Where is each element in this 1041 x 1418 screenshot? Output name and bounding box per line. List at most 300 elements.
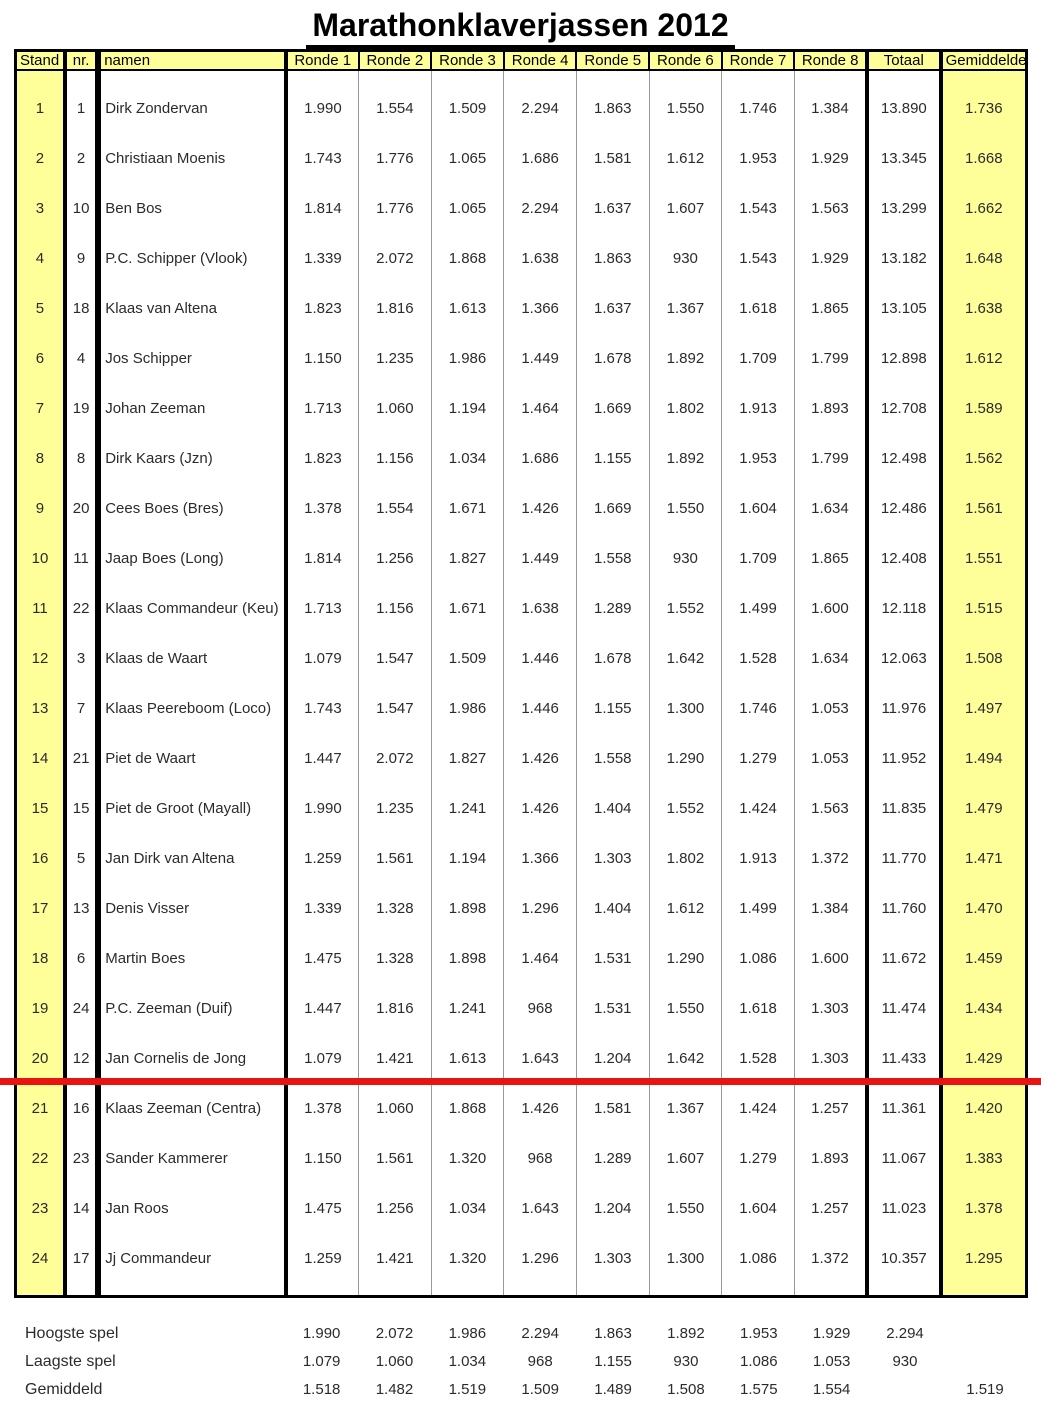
ronde-cell: 1.637 [576, 183, 649, 233]
ronde-cell: 1.953 [722, 133, 795, 183]
table-row [16, 583, 1027, 633]
ronde-cell: 1.776 [359, 183, 432, 233]
ronde-cell: 1.339 [286, 233, 359, 283]
summary-row [14, 1348, 1028, 1376]
table-row [16, 233, 1027, 283]
gemiddelde-cell: 1.662 [941, 183, 1027, 233]
ronde-cell: 1.637 [576, 283, 649, 333]
gemiddelde-cell: 1.648 [941, 233, 1027, 283]
ronde-cell: 1.581 [576, 1083, 649, 1133]
ronde-cell: 1.547 [359, 633, 432, 683]
ronde-cell: 1.279 [722, 733, 795, 783]
column-header-1: nr. [65, 51, 98, 71]
player-name-cell: Jan Dirk van Altena [98, 833, 286, 883]
summary-ronde-cell: 1.079 [302, 1353, 341, 1370]
ronde-cell: 1.678 [576, 633, 649, 683]
totaal-cell: 10.357 [867, 1233, 941, 1283]
ronde-cell: 1.604 [722, 1183, 795, 1233]
ronde-cell: 1.776 [359, 133, 432, 183]
gemiddelde-cell: 1.551 [941, 533, 1027, 583]
ronde-cell: 1.194 [431, 833, 504, 883]
ronde-cell: 1.678 [576, 333, 649, 383]
nr-cell: 12 [65, 1033, 98, 1083]
column-header-12: Gemiddelde [941, 51, 1027, 71]
ronde-cell: 1.426 [504, 1083, 577, 1133]
summary-ronde-cell: 1.482 [375, 1381, 414, 1398]
gemiddelde-cell: 1.508 [941, 633, 1027, 683]
summary-totaal-cell: 2.294 [886, 1325, 924, 1342]
column-header-2: namen [98, 51, 286, 71]
ronde-cell: 1.531 [576, 983, 649, 1033]
ronde-cell: 1.547 [359, 683, 432, 733]
summary-ronde-cell: 2.072 [375, 1325, 414, 1342]
ronde-cell: 1.290 [649, 933, 722, 983]
nr-cell: 14 [65, 1183, 98, 1233]
stand-cell: 12 [16, 633, 65, 683]
ronde-cell: 1.034 [431, 433, 504, 483]
table-row [16, 683, 1027, 733]
totaal-cell: 11.067 [867, 1133, 941, 1183]
ronde-cell: 1.053 [794, 733, 867, 783]
stand-cell: 8 [16, 433, 65, 483]
gemiddelde-cell: 1.479 [941, 783, 1027, 833]
nr-cell: 15 [65, 783, 98, 833]
ronde-cell: 1.612 [649, 133, 722, 183]
gemiddelde-cell: 1.562 [941, 433, 1027, 483]
ronde-cell: 1.303 [576, 1233, 649, 1283]
player-name-cell: Sander Kammerer [98, 1133, 286, 1183]
stand-cell: 16 [16, 833, 65, 883]
ronde-cell: 1.990 [286, 83, 359, 133]
ronde-cell: 930 [649, 533, 722, 583]
spacer-cell [504, 1283, 577, 1296]
spacer-cell [576, 70, 649, 83]
ronde-cell: 1.086 [722, 933, 795, 983]
stand-cell: 11 [16, 583, 65, 633]
totaal-cell: 12.486 [867, 483, 941, 533]
ronde-cell: 1.743 [286, 133, 359, 183]
ronde-cell: 1.563 [794, 783, 867, 833]
spacer-cell [431, 1283, 504, 1296]
table-row [16, 633, 1027, 683]
spacer-cell [16, 1283, 65, 1296]
table-row [16, 1083, 1027, 1133]
totaal-cell: 11.835 [867, 783, 941, 833]
ronde-cell: 1.065 [431, 183, 504, 233]
table-row [16, 833, 1027, 883]
spacer-cell [722, 1283, 795, 1296]
ronde-cell: 1.642 [649, 633, 722, 683]
ronde-cell: 1.600 [794, 933, 867, 983]
spacer-cell [867, 70, 941, 83]
ronde-cell: 1.241 [431, 783, 504, 833]
totaal-cell: 12.408 [867, 533, 941, 583]
ronde-cell: 1.827 [431, 733, 504, 783]
ronde-cell: 1.079 [286, 633, 359, 683]
player-name-cell: Jan Cornelis de Jong [98, 1033, 286, 1083]
ronde-cell: 1.235 [359, 783, 432, 833]
ronde-cell: 1.558 [576, 533, 649, 583]
table-body [16, 70, 1027, 1296]
ronde-cell: 1.613 [431, 283, 504, 333]
summary-label: Gemiddeld [25, 1380, 103, 1398]
ronde-cell: 1.618 [722, 283, 795, 333]
ronde-cell: 1.034 [431, 1183, 504, 1233]
stand-cell: 23 [16, 1183, 65, 1233]
ronde-cell: 1.863 [576, 233, 649, 283]
ronde-cell: 1.669 [576, 483, 649, 533]
ronde-cell: 1.447 [286, 733, 359, 783]
nr-cell: 20 [65, 483, 98, 533]
ronde-cell: 1.464 [504, 383, 577, 433]
spacer-cell [649, 1283, 722, 1296]
nr-cell: 24 [65, 983, 98, 1033]
ronde-cell: 1.256 [359, 533, 432, 583]
totaal-cell: 11.672 [867, 933, 941, 983]
table-row [16, 183, 1027, 233]
nr-cell: 23 [65, 1133, 98, 1183]
stand-cell: 9 [16, 483, 65, 533]
ronde-cell: 1.823 [286, 433, 359, 483]
ronde-cell: 1.475 [286, 1183, 359, 1233]
table-row [16, 1133, 1027, 1183]
totaal-cell: 13.345 [867, 133, 941, 183]
table-row [16, 983, 1027, 1033]
stand-cell: 17 [16, 883, 65, 933]
ronde-cell: 1.913 [722, 833, 795, 883]
ronde-cell: 1.892 [649, 433, 722, 483]
stand-cell: 6 [16, 333, 65, 383]
totaal-cell: 11.474 [867, 983, 941, 1033]
table-row [16, 433, 1027, 483]
ronde-cell: 1.898 [431, 933, 504, 983]
spacer-cell [867, 1283, 941, 1296]
ronde-cell: 1.814 [286, 183, 359, 233]
ronde-cell: 968 [504, 1133, 577, 1183]
column-header-7: Ronde 5 [576, 51, 649, 71]
summary-ronde-cell: 1.518 [302, 1381, 341, 1398]
player-name-cell: Cees Boes (Bres) [98, 483, 286, 533]
gemiddelde-cell: 1.429 [941, 1033, 1027, 1083]
ronde-cell: 1.421 [359, 1033, 432, 1083]
ronde-cell: 1.446 [504, 633, 577, 683]
summary-row [14, 1376, 1028, 1404]
summary-gemiddelde-cell: 1.519 [966, 1381, 1004, 1398]
stand-cell: 2 [16, 133, 65, 183]
ronde-cell: 1.384 [794, 883, 867, 933]
ronde-cell: 1.558 [576, 733, 649, 783]
ronde-cell: 1.634 [794, 483, 867, 533]
ronde-cell: 1.079 [286, 1033, 359, 1083]
player-name-cell: Denis Visser [98, 883, 286, 933]
player-name-cell: Klaas Zeeman (Centra) [98, 1083, 286, 1133]
ronde-cell: 1.612 [649, 883, 722, 933]
ronde-cell: 1.669 [576, 383, 649, 433]
nr-cell: 11 [65, 533, 98, 583]
ronde-cell: 1.499 [722, 583, 795, 633]
spacer-cell [649, 70, 722, 83]
ronde-cell: 1.863 [576, 83, 649, 133]
ronde-cell: 1.204 [576, 1033, 649, 1083]
ronde-cell: 1.053 [794, 683, 867, 733]
summary-ronde-cell: 1.519 [448, 1381, 487, 1398]
player-name-cell: Klaas de Waart [98, 633, 286, 683]
ronde-cell: 1.328 [359, 883, 432, 933]
ronde-cell: 2.294 [504, 183, 577, 233]
ronde-cell: 1.990 [286, 783, 359, 833]
ronde-cell: 1.913 [722, 383, 795, 433]
gemiddelde-cell: 1.589 [941, 383, 1027, 433]
ronde-cell: 1.509 [431, 633, 504, 683]
ronde-cell: 1.156 [359, 433, 432, 483]
page-title-text: Marathonklaverjassen 2012 [306, 6, 734, 49]
nr-cell: 9 [65, 233, 98, 283]
summary-row [14, 1320, 1028, 1348]
ronde-cell: 1.060 [359, 1083, 432, 1133]
summary-ronde-cell: 1.086 [740, 1353, 778, 1370]
ronde-cell: 1.366 [504, 833, 577, 883]
ronde-cell: 1.709 [722, 333, 795, 383]
nr-cell: 22 [65, 583, 98, 633]
nr-cell: 1 [65, 83, 98, 133]
ronde-cell: 1.426 [504, 483, 577, 533]
player-name-cell: Johan Zeeman [98, 383, 286, 433]
ronde-cell: 1.713 [286, 583, 359, 633]
ronde-cell: 1.550 [649, 83, 722, 133]
ronde-cell: 1.449 [504, 533, 577, 583]
column-header-10: Ronde 8 [794, 51, 867, 71]
summary-ronde-cell: 968 [527, 1353, 553, 1370]
summary-ronde-cell: 1.155 [594, 1353, 632, 1370]
spacer-cell [359, 1283, 432, 1296]
ronde-cell: 1.893 [794, 383, 867, 433]
ronde-cell: 1.893 [794, 1133, 867, 1183]
summary-ronde-cell: 1.489 [594, 1381, 632, 1398]
spacer-cell [722, 70, 795, 83]
column-header-0: Stand [16, 51, 65, 71]
summary-label: Hoogste spel [25, 1324, 119, 1342]
player-name-cell: Klaas Peereboom (Loco) [98, 683, 286, 733]
table-row [16, 83, 1027, 133]
table-row [16, 283, 1027, 333]
summary-ronde-cell: 2.294 [521, 1325, 559, 1342]
gemiddelde-cell: 1.494 [941, 733, 1027, 783]
summary-ronde-cell: 1.575 [740, 1381, 778, 1398]
summary-ronde-cell: 1.953 [740, 1325, 778, 1342]
gemiddelde-cell: 1.378 [941, 1183, 1027, 1233]
table-row [16, 383, 1027, 433]
stand-cell: 5 [16, 283, 65, 333]
column-header-6: Ronde 4 [504, 51, 577, 71]
totaal-cell: 13.299 [867, 183, 941, 233]
ronde-cell: 1.372 [794, 1233, 867, 1283]
gemiddelde-cell: 1.612 [941, 333, 1027, 383]
ronde-cell: 1.550 [649, 1183, 722, 1233]
ronde-cell: 1.155 [576, 433, 649, 483]
ronde-cell: 1.339 [286, 883, 359, 933]
ronde-cell: 1.303 [794, 983, 867, 1033]
ronde-cell: 1.746 [722, 83, 795, 133]
player-name-cell: Dirk Kaars (Jzn) [98, 433, 286, 483]
table-row [16, 733, 1027, 783]
ronde-cell: 1.868 [431, 233, 504, 283]
gemiddelde-cell: 1.434 [941, 983, 1027, 1033]
player-name-cell: Ben Bos [98, 183, 286, 233]
ronde-cell: 1.235 [359, 333, 432, 383]
summary-body [14, 1320, 1028, 1404]
gemiddelde-cell: 1.295 [941, 1233, 1027, 1283]
table-header [16, 51, 1027, 71]
ronde-cell: 1.372 [794, 833, 867, 883]
gemiddelde-cell: 1.471 [941, 833, 1027, 883]
ronde-cell: 1.150 [286, 1133, 359, 1183]
summary-ronde-cell: 1.554 [812, 1381, 851, 1398]
player-name-cell: Martin Boes [98, 933, 286, 983]
spacer-cell [98, 1283, 286, 1296]
table-row [16, 883, 1027, 933]
ronde-cell: 1.743 [286, 683, 359, 733]
summary-ronde-cell: 1.863 [594, 1325, 632, 1342]
ronde-cell: 1.256 [359, 1183, 432, 1233]
ronde-cell: 1.816 [359, 983, 432, 1033]
ronde-cell: 1.499 [722, 883, 795, 933]
ronde-cell: 1.378 [286, 483, 359, 533]
ronde-cell: 1.259 [286, 833, 359, 883]
ronde-cell: 1.447 [286, 983, 359, 1033]
gemiddelde-cell: 1.668 [941, 133, 1027, 183]
table-row [16, 933, 1027, 983]
ronde-cell: 1.509 [431, 83, 504, 133]
column-header-11: Totaal [867, 51, 941, 71]
stand-cell: 24 [16, 1233, 65, 1283]
nr-cell: 4 [65, 333, 98, 383]
ronde-cell: 1.643 [504, 1183, 577, 1233]
ronde-cell: 1.367 [649, 1083, 722, 1133]
player-name-cell: Piet de Groot (Mayall) [98, 783, 286, 833]
ronde-cell: 1.366 [504, 283, 577, 333]
ronde-cell: 1.449 [504, 333, 577, 383]
spacer-row [16, 1283, 1027, 1296]
player-name-cell: Jaap Boes (Long) [98, 533, 286, 583]
ronde-cell: 2.072 [359, 233, 432, 283]
totaal-cell: 11.361 [867, 1083, 941, 1133]
stand-cell: 10 [16, 533, 65, 583]
nr-cell: 18 [65, 283, 98, 333]
spacer-cell [941, 1283, 1027, 1296]
spacer-cell [65, 1283, 98, 1296]
cutoff-line [0, 1078, 1041, 1085]
ronde-cell: 1.426 [504, 733, 577, 783]
totaal-cell: 11.952 [867, 733, 941, 783]
ronde-cell: 1.604 [722, 483, 795, 533]
ronde-cell: 1.155 [576, 683, 649, 733]
table-row [16, 1033, 1027, 1083]
spacer-cell [286, 70, 359, 83]
gemiddelde-cell: 1.561 [941, 483, 1027, 533]
ronde-cell: 2.072 [359, 733, 432, 783]
ronde-cell: 1.618 [722, 983, 795, 1033]
column-header-5: Ronde 3 [431, 51, 504, 71]
ronde-cell: 1.643 [504, 1033, 577, 1083]
stand-cell: 7 [16, 383, 65, 433]
ronde-cell: 1.367 [649, 283, 722, 333]
stand-cell: 4 [16, 233, 65, 283]
stand-cell: 19 [16, 983, 65, 1033]
ronde-cell: 1.550 [649, 483, 722, 533]
ronde-cell: 1.638 [504, 583, 577, 633]
stand-cell: 13 [16, 683, 65, 733]
nr-cell: 16 [65, 1083, 98, 1133]
ronde-cell: 1.296 [504, 1233, 577, 1283]
totaal-cell: 13.890 [867, 83, 941, 133]
spacer-cell [431, 70, 504, 83]
ronde-cell: 1.303 [576, 833, 649, 883]
ronde-cell: 1.378 [286, 1083, 359, 1133]
summary-ronde-cell: 1.929 [812, 1325, 851, 1342]
ronde-cell: 1.713 [286, 383, 359, 433]
ronde-cell: 1.475 [286, 933, 359, 983]
ronde-cell: 1.086 [722, 1233, 795, 1283]
spacer-cell [576, 1283, 649, 1296]
summary-ronde-cell: 1.053 [812, 1353, 851, 1370]
ronde-cell: 1.552 [649, 783, 722, 833]
ronde-cell: 1.816 [359, 283, 432, 333]
ronde-cell: 1.865 [794, 533, 867, 583]
nr-cell: 10 [65, 183, 98, 233]
table-row [16, 1233, 1027, 1283]
ronde-cell: 1.561 [359, 1133, 432, 1183]
ronde-cell: 1.929 [794, 133, 867, 183]
column-header-8: Ronde 6 [649, 51, 722, 71]
player-name-cell: Jj Commandeur [98, 1233, 286, 1283]
ronde-cell: 1.150 [286, 333, 359, 383]
table-row [16, 533, 1027, 583]
ronde-cell: 1.865 [794, 283, 867, 333]
ronde-cell: 1.814 [286, 533, 359, 583]
table-header-row [16, 51, 1027, 71]
ronde-cell: 1.746 [722, 683, 795, 733]
nr-cell: 3 [65, 633, 98, 683]
totaal-cell: 11.023 [867, 1183, 941, 1233]
nr-cell: 7 [65, 683, 98, 733]
player-name-cell: Jos Schipper [98, 333, 286, 383]
totaal-cell: 13.105 [867, 283, 941, 333]
spacer-cell [504, 70, 577, 83]
gemiddelde-cell: 1.420 [941, 1083, 1027, 1133]
ronde-cell: 1.600 [794, 583, 867, 633]
totaal-cell: 12.498 [867, 433, 941, 483]
nr-cell: 2 [65, 133, 98, 183]
ronde-cell: 1.531 [576, 933, 649, 983]
ronde-cell: 968 [504, 983, 577, 1033]
summary-ronde-cell: 1.508 [667, 1381, 705, 1398]
ronde-cell: 1.607 [649, 183, 722, 233]
ronde-cell: 1.581 [576, 133, 649, 183]
nr-cell: 8 [65, 433, 98, 483]
ronde-cell: 1.823 [286, 283, 359, 333]
ronde-cell: 1.986 [431, 683, 504, 733]
ronde-cell: 1.303 [794, 1033, 867, 1083]
ronde-cell: 1.424 [722, 1083, 795, 1133]
totaal-cell: 11.433 [867, 1033, 941, 1083]
ronde-cell: 1.204 [576, 1183, 649, 1233]
player-name-cell: P.C. Zeeman (Duif) [98, 983, 286, 1033]
spacer-cell [286, 1283, 359, 1296]
summary-gemiddelde-cell [942, 1320, 1028, 1348]
ronde-cell: 1.320 [431, 1133, 504, 1183]
gemiddelde-cell: 1.515 [941, 583, 1027, 633]
ronde-cell: 1.241 [431, 983, 504, 1033]
